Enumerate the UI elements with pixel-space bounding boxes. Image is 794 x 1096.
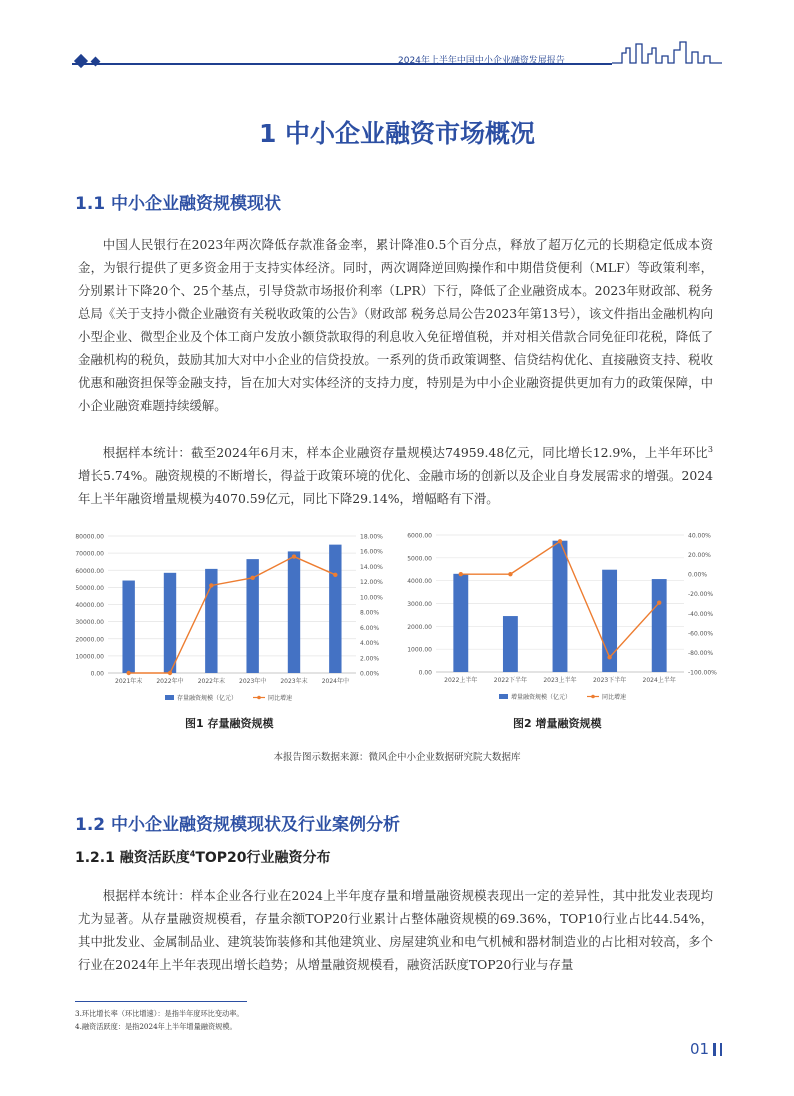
x-tick-label: 2021年末 [115,678,143,685]
bar [164,573,176,673]
y2-tick-label: -60.00% [688,630,714,638]
increment-financing-chart [402,527,724,709]
report-title: 2024年上半年中国中小企业融资发展报告 [398,56,565,66]
x-tick-label: 2022下半年 [493,677,528,684]
bar [553,541,568,672]
y-tick-label: 0.00 [90,670,104,678]
y2-tick-label: 0.00% [360,670,380,678]
line-point [508,572,512,576]
y2-tick-label: 20.00% [688,552,711,560]
y2-tick-label: 10.00% [360,594,383,602]
x-tick-label: 2024上半年 [642,677,676,684]
line-point [607,655,611,659]
y2-tick-label: 40.00% [688,532,711,540]
section-heading: 1.1 中小企业融资规模现状 [75,194,282,214]
y-tick-label: 0.00 [418,669,432,677]
footnote-ref: 4 [189,849,196,859]
line-point [126,671,130,675]
paragraph [78,438,713,510]
bar [503,616,518,672]
legend-swatch [499,694,508,699]
y2-tick-label: 6.00% [360,624,380,632]
footnote: 3.环比增长率（环比增速）：是指半年度环比变动率。 [75,1009,244,1018]
bar [122,581,134,673]
y-tick-label: 4000.00 [407,578,432,586]
figure-caption: 图2 增量融资规模 [513,717,602,730]
y2-tick-label: -40.00% [688,610,714,618]
stock-financing-chart [72,527,392,709]
bar [329,545,341,673]
footnote-ref: 3 [707,445,713,454]
page-bar-icon [713,1043,716,1056]
x-tick-label: 2022年末 [197,678,225,685]
line-point [292,554,296,558]
x-tick-label: 2023年末 [280,678,308,685]
line-point [657,600,661,604]
subsection-heading-text: TOP20行业融资分布 [195,850,331,866]
legend-swatch [257,696,261,700]
y-tick-label: 70000.00 [75,550,104,558]
legend-swatch [591,695,595,699]
y2-tick-label: 14.00% [360,563,383,571]
y2-tick-label: -100.00% [688,669,717,677]
y2-tick-label: 8.00% [360,609,380,617]
legend-swatch [165,695,174,700]
section-heading: 1.2 中小企业融资规模现状及行业案例分析 [75,815,401,835]
header-decoration [76,56,99,66]
subsection-heading [75,847,331,867]
paragraph: 中国人民银行在2023年两次降低存款准备金率，累计降准0.5个百分点，释放了超万亿元的长期稳定低成本资金，为银行提供了更多资金用于支持实体经济。同时，两次调降逆回购操作和中期借贷便利（MLF）等政策利率，分别累计下降20个、25个基点，引导贷款市场报价利率（LPR）下行，降低了企业融资成本。2023年财政部、税务总局《关于支持小微企业融资有关税收政策的公告》（财政部 税务总局公告2023年第13号），该文件指出金融机构向小型企业、微型企业及个体工商户发放小额贷款取得的利息收入免征增值税，并对相关借款合同免征印花税，降低了金融机构的税负，鼓励其加大对中小企业的信贷投放。一系列的货币政策调整、信贷结构优化、直接融资支持、税收优惠和融资担保等金融支持，旨在加大对实体经济的支持力度，特别是为中小企业融资提供更加有力的政策保障，中小企业融资难题持续缓解。 [78,237,713,413]
y-tick-label: 5000.00 [407,555,432,563]
legend-label: 同比增速 [268,695,293,702]
x-tick-label: 2023年中 [239,678,267,685]
y2-tick-label: 0.00% [688,571,708,579]
paragraph-text: 增长5.74%。融资规模的不断增长，得益于政策环境的优化、金融市场的创新以及企业自身发展需求的增强。2024年上半年融资增量规模为4070.59亿元，同比下降29.14%，增幅略有下滑。 [78,468,713,507]
figure-caption: 图1 存量融资规模 [185,717,274,730]
legend-label: 同比增速 [602,694,627,701]
y-tick-label: 1000.00 [407,646,432,654]
y2-tick-label: 18.00% [360,533,383,541]
line-point [333,573,337,577]
diamond-icon [74,54,88,68]
line-point [168,671,172,675]
page-number [690,1040,722,1058]
line-point [209,583,213,587]
source-note: 本报告图示数据来源：微风企中小企业数据研究院大数据库 [273,752,521,763]
legend-label: 增量融资规模（亿元） [511,694,572,701]
y-tick-label: 40000.00 [75,602,104,609]
y-tick-label: 6000.00 [407,532,432,540]
diamond-icon [91,57,101,67]
line-point [250,576,254,580]
x-tick-label: 2023下半年 [592,677,627,684]
y-tick-label: 30000.00 [75,619,104,627]
chapter-title: 1 中小企业融资市场概况 [258,119,536,148]
y-tick-label: 20000.00 [75,636,104,644]
y-tick-label: 10000.00 [75,653,104,661]
line-point [558,539,562,543]
y2-tick-label: -20.00% [688,591,714,599]
y-tick-label: 50000.00 [75,584,104,592]
subsection-heading-text: 1.2.1 融资活跃度 [75,850,190,866]
y-tick-label: 3000.00 [407,601,432,608]
page-bar-icon [720,1043,722,1056]
bar [652,579,667,672]
city-skyline-icon [612,40,722,66]
y2-tick-label: 16.00% [360,548,383,556]
y2-tick-label: 4.00% [360,640,380,648]
y2-tick-label: -80.00% [688,649,714,657]
y-tick-label: 60000.00 [75,567,104,575]
page-number-text: 01 [690,1040,710,1058]
x-tick-label: 2022上半年 [444,677,478,684]
paragraph-text: 根据样本统计：截至2024年6月末，样本企业融资存量规模达74959.48亿元，同比增长12.9%，上半年环比 [102,445,708,461]
y-tick-label: 2000.00 [407,623,432,631]
x-tick-label: 2023上半年 [543,677,577,684]
bar [453,574,468,672]
line-point [459,572,463,576]
y2-tick-label: 2.00% [360,655,380,663]
footnote: 4.融资活跃度：是指2024年上半年增量融资规模。 [75,1022,237,1031]
x-tick-label: 2022年中 [156,678,184,685]
legend-label: 存量融资规模（亿元） [177,695,238,702]
footnote-rule [75,1001,247,1002]
x-tick-label: 2024年中 [321,678,349,685]
paragraph: 根据样本统计：样本企业各行业在2024上半年度存量和增量融资规模表现出一定的差异性，其中批发业表现均尤为显著。从存量融资规模看，存量余额TOP20行业累计占整体融资规模的69.36%，TOP10行业占比44.54%，其中批发业、金属制品业、建筑装饰装修和其他建筑业、房屋建筑业和电气机械和器材制造业的占比相对较高，多个行业在2024年上半年表现出增长趋势；从增量融资规模看，融资活跃度TOP20行业与存量 [78,888,713,972]
y-tick-label: 80000.00 [75,533,104,541]
bar [288,551,300,673]
y2-tick-label: 12.00% [360,579,383,587]
